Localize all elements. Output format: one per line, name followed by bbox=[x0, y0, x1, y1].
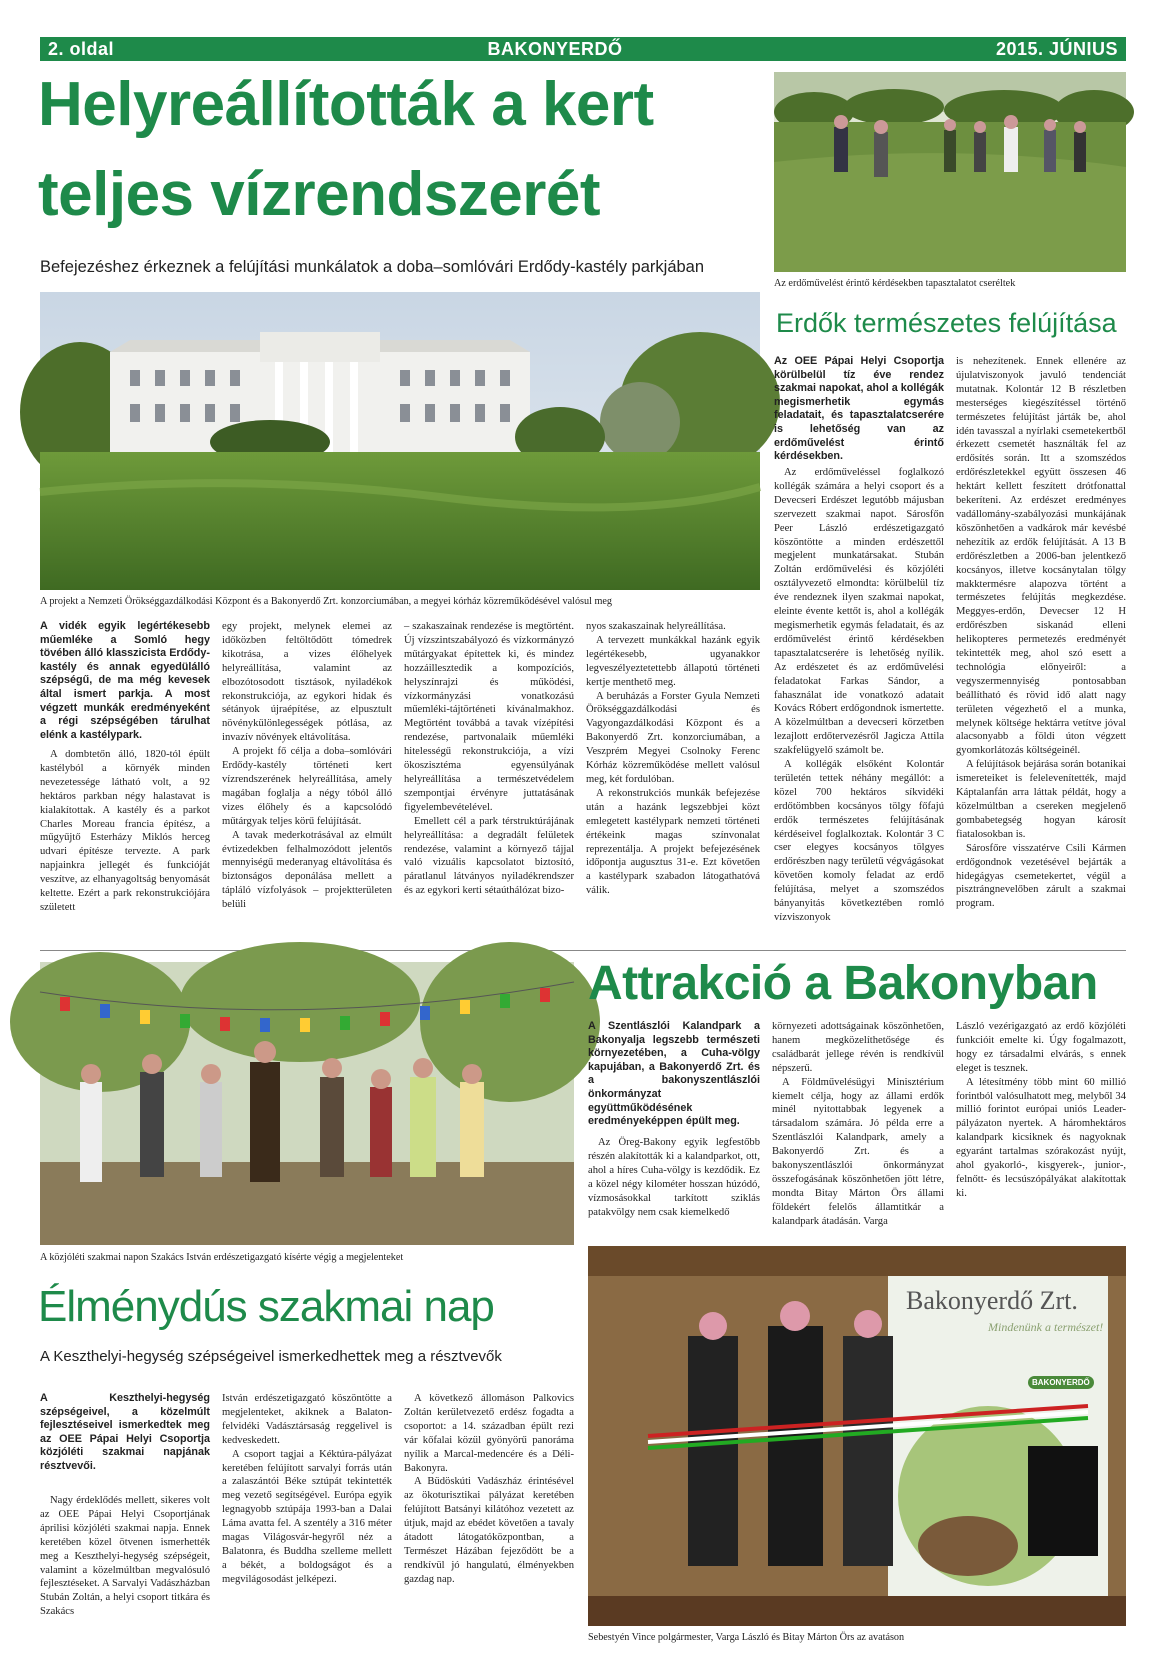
article3-col3 bbox=[404, 1392, 574, 1642]
article1-caption: A projekt a Nemzeti Örökséggazdálkodási Központ és a Bakonyerdő Zrt. konzorciumában, a megyei kórház közreműködésével valósul meg bbox=[40, 596, 613, 607]
article2-paragraph: A kollégák elsőként Kolontár területén tettek néhány megállót: a közel 700 hektáros síkvidéki erdőtömbben kocsányos tölgy főfajú erdők természetes felújításának kérdéseivel foglalkoztak. Kolontár 3 C cser elegyes kocsányos tölgyes erdőrészben nagy területű végvágásokat követően komoly feladat az erdő felújítása, melyet a szomszédos bányanyitás következtében romló vízviszonyok bbox=[774, 759, 944, 923]
article1-lead: A vidék egyik legértékesebb műemléke a Somló hegy tövében álló klasszicista Erdődy-kastély és annak egyedülálló szépségű, de ma még kevesek által ismert parkja. A most végzett munkák eredményeként a régi szépségében tárulhat elénk a kastélypark. bbox=[40, 620, 210, 741]
article1-paragraph: A projekt fő célja a doba–somlóvári Erdődy-kastély történeti kert vízrendszerének helyreállítása, amely magában foglalja a négy tóból álló vizes élőhely és a kapcsolódó műtárgyak teljes körű felújítását. bbox=[222, 746, 392, 827]
article4-caption: Sebestyén Vince polgármester, Varga László és Bitay Márton Örs az avatáson bbox=[588, 1632, 905, 1643]
article1-col4 bbox=[586, 620, 760, 902]
article4-col1 bbox=[588, 1136, 760, 1236]
article3-paragraph: A csoport tagjai a Kéktúra-pályázat keretében felújított sarvalyi forrás után a zalaszántói Béke sztúpát tekintették meg vezető segítségével. Európa egyik legnagyobb sztúpája 1993-ban a Dalai Láma avatta fel. A szentély a 316 méter magas Világosvár-hegyről néz a Balatonra, és Buddha szelleme mellett a békét, a boldogságot és a megvilágosodást jelképezi. bbox=[222, 1448, 392, 1585]
article4-col3 bbox=[956, 1020, 1126, 1236]
article4-paragraph: A Földművelésügyi Minisztérium kiemelt célja, hogy az állami erdők minél nyitottabbak legyenek a társadalom számára. Jó példa erre a Szentlászlói Kalandpark, amely a Bakonyerdő Zrt. és a bakonyszentlászlói önkormányzat összefogásának köszönhetően jött létre, mondta Bitay Márton Örs állami földekért felelős államtitkár a kalandpark átadásán. Varga bbox=[772, 1076, 944, 1227]
article1-col2 bbox=[222, 620, 392, 911]
article4-lead: A Szentlászlói Kalandpark a Bakonyalja legszebb természeti környezetében, a Cuha-völgy kapujában, a Bakonyerdő Zrt. és a bakonyszentlászlói önkormányzat együttműködésének eredményeképpen épült meg. bbox=[588, 1020, 760, 1128]
article4-title: Attrakció a Bakonyban bbox=[588, 957, 1098, 1010]
article2-paragraph: A felújítások bejárása során botanikai ismereteiket is felelevenítették, majd Káptalanfán arra láttak példát, hogy a közelmúltban a csereken megjelenő gombabetegség hogyan károsít fiatalosokban is. bbox=[956, 759, 1126, 840]
article1-paragraph: A tavak mederkotrásával az elmúlt évtizedekben felhalmozódott jelentős mennyiségű mederanyag eltávolítása és biztonságos deponálása mellett a tápláló vízfolyások – projektterületen belüli bbox=[222, 829, 392, 911]
article1-col3 bbox=[404, 620, 574, 902]
article2-caption: Az erdőművelést érintő kérdésekben tapasztalatot cseréltek bbox=[774, 278, 1016, 289]
article1-subtitle: Befejezéshez érkeznek a felújítási munkálatok a doba–somlóvári Erdődy-kastély parkjában bbox=[40, 258, 705, 276]
opening-ceremony-photo bbox=[588, 1246, 1126, 1626]
article2-col2 bbox=[956, 355, 1126, 925]
forest-meeting-photo bbox=[774, 72, 1126, 272]
issue-date: 2015. JÚNIUS bbox=[995, 38, 1118, 59]
article1-title-line1: Helyreállították a kert bbox=[38, 70, 654, 139]
article3-paragraph: Nagy érdeklődés mellett, sikeres volt az OEE Pápai Helyi Csoportjának áprilisi közjóléti szakmai napja. Ennek keretében közel ötvenen ismerhették meg a Keszthelyi-hegység szépségeit, valamint a közelmúltban megvalósuló fejlesztéseket. A Sarvalyi Vadászházban Stubán Zoltán, a helyi csoport titkára és Szakács bbox=[40, 1495, 210, 1618]
article2-col1 bbox=[774, 466, 944, 924]
article1-col1 bbox=[40, 748, 210, 913]
paper-name: BAKONYERDŐ bbox=[487, 38, 623, 59]
article1-paragraph: A dombtetőn álló, 1820-tól épült kastélyból a környék minden nevezetessége látható volt, a 92 hektáros parkban négy halastavat is kialakítottak. A kastély és a parkot Charles Moreau francia építész, a műgyűjtő Esterházy Miklós herceg udvari építésze tervezte. A park napjainkra jellegét és funkcióját veszítve, az elhanyagoltság benyomását keltette. Ezért a park rekonstrukciójára született bbox=[40, 749, 210, 913]
group-photo bbox=[40, 962, 574, 1245]
article1-paragraph: A rekonstrukciós munkák befejezése után a hazánk legszebbjei közt emlegetett kastélypark nemzeti történeti értékeink magas színvonalat reprezentálja. A projekt befejezésének időpontja augusztus 31-e. Ezt követően a kastélypark szabadon látogathatóvá válik. bbox=[586, 787, 760, 897]
article3-title: Élménydús szakmai nap bbox=[38, 1282, 494, 1331]
article3-subtitle: A Keszthelyi-hegység szépségeivel ismerkedhettek meg a résztvevők bbox=[40, 1348, 502, 1365]
article1-title-line2: teljes vízrendszerét bbox=[38, 160, 601, 229]
bakonyerdo-logo: BAKONYERDŐ bbox=[1028, 1376, 1094, 1389]
banner-slogan: Mindenünk a természet! bbox=[988, 1320, 1104, 1334]
article2-paragraph: Sárosfőre visszatérve Csili Kármen erdőgondnok vezetésével bejárták a hidegágyas csemetekertet, végül a pisztrángnevelőben zárult a szakmai program. bbox=[956, 842, 1126, 910]
article3-paragraph: István erdészetigazgató köszöntötte a megjelenteket, akiknek a Balaton-felvidéki Vadásztársaság reggelivel is kedveskedett. bbox=[222, 1393, 392, 1446]
article3-paragraph: A következő állomáson Palkovics Zoltán kerületvezető erdész fogadta a csoportot: a 14. században épült rezi vár kőfalai közül gyönyörű panoráma nyílik a Marcal-medencére és a Déli-Bakonyra. bbox=[404, 1393, 574, 1474]
article4-paragraph: A létesítmény több mint 60 millió forintból valósulhatott meg, melyből 34 millió forintot európai uniós Leader-pályázaton nyertek. A háromhektáros kalandpark kicsiknek és nagyoknak egyaránt tartalmas szórakozást nyújt, ahol gyakorló-, kisgyerek-, junior-, felnőtt- és lecsúszópályákat alakítottak ki. bbox=[956, 1076, 1126, 1199]
article3-col2 bbox=[222, 1392, 392, 1642]
article3-paragraph: A Büdöskúti Vadászház érintésével az ökoturisztikai pályázat keretében felújított Batsányi kilátóhoz vezetett az útjuk, majd az ebédet követően a tavaly átadott látogatóközpontban, a Természet Házában fejeződött be a rendkívül jó hangulatú, élményekben gazdag nap. bbox=[404, 1476, 574, 1585]
article1-paragraph: A tervezett munkákkal hazánk egyik legértékesebb, ugyanakkor legveszélyeztetettebb állapotú történeti kertje menthető meg. bbox=[586, 634, 760, 688]
article3-col1 bbox=[40, 1494, 210, 1642]
article1-paragraph: Emellett cél a park térstruktúrájának helyreállítása: a degradált felületek rendezése, valamint a környező tájjal való vizuális kapcsolatot biztosító, páratlanul látványos nyiladékrendszer és az egykori kerti sétaúthálózat bizo- bbox=[404, 815, 574, 897]
article2-title: Erdők természetes felújítása bbox=[776, 308, 1117, 338]
article2-paragraph: Az erdőműveléssel foglalkozó kollégák számára a helyi csoport és a Devecseri Erdészet legutóbb májusban szervezett szakmai napot. Sárosfőn Peer László erdészetigazgató köszöntötte a minden erdészettől megjelent munkatársakat. Stubán Zoltán erdőművelési és közjóléti osztályvezető elmondta: körülbelül tíz éve rendeznek ilyen szakmai napokat, eleinte évente kettőt is, ahol a kollégák megismerhetik egymás feladatait, és az erdőművelést érintő kérdésekben tapasztalatcserére is lehetőség nyílik. Az erdészetet és az erdőművelési feladatokat Farkas Sándor, a fahasználat ide vonatkozó adatait Kovács Róbert erdőgondnok ismertette. A közelmúltban a devecseri körzetben lezajlott erdőtervezésről Jagicza Attila szakfelügyelő számolt be. bbox=[774, 467, 944, 757]
article3-caption: A közjóléti szakmai napon Szakács István erdészetigazgató kísérte végig a megjelenteket bbox=[40, 1252, 404, 1263]
article1-paragraph: egy projekt, melynek elemei az időközben feltöltődött tómedrek kikotrása, a vizes élőhelyek helyreállítása, valamint az elbozótosodott tisztások, nyiladékok rekonstrukciója, az egykori hidak és sétányok újraépítése, az elpusztult növénykülönlegességek pótlása, az invazív növények eltávolítása. bbox=[222, 621, 392, 744]
article4-paragraph: környezeti adottságainak köszönhetően, hanem megközelíthetősége és családbarát jellege révén is rendkívül népszerű. bbox=[772, 1021, 944, 1074]
article1-paragraph: – szakaszainak rendezése is megtörtént. Új vízszintszabályozó és vízkormányzó műtárgyakat építettek ki, és mindez hozzáillesztedik a kompozíciós, helyszínrajzi és működési, vízkormányzási vonatkozású műemléki-tájtörténeti kívánalmakhoz. Megtörtént továbbá a tavak vízépítési rendezése, partvonalaik műemléki hitelességű rekonstrukciója, a vízi ökoszisztéma egyensúlyának helyreállítása a természetvédelem szempontjai érvényre juttatásának figyelembevételével. bbox=[404, 621, 574, 813]
article4-col2 bbox=[772, 1020, 944, 1236]
page-header bbox=[40, 37, 1126, 61]
article1-paragraph: A beruházás a Forster Gyula Nemzeti Örökséggazdálkodási és Vagyongazdálkodási Központ és a Bakonyerdő Zrt. konzorciumában, a Veszprém Megyei Csolnoky Ferenc Kórház közreműködése mellett valósul meg, két fordulóban. bbox=[586, 690, 760, 785]
page-number: 2. oldal bbox=[48, 38, 115, 59]
article4-paragraph: László vezérigazgató az erdő közjóléti funkcióit emelte ki. Úgy fogalmazott, hogy ez társadalmi elvárás, s ennek eleget is tesznek. bbox=[956, 1021, 1126, 1074]
banner-title: Bakonyerdő Zrt. bbox=[906, 1286, 1078, 1315]
article2-lead: Az OEE Pápai Helyi Csoportja körülbelül tíz éve rendez szakmai napokat, ahol a kollégák megismerhetik egymás feladatait, és tapasztalatcserére is lehetőség van az erdőművelést érintő kérdésekben. bbox=[774, 355, 944, 463]
article2-paragraph: is nehezítenek. Ennek ellenére az újulatviszonyok javuló tendenciát mutatnak. Kolontár 12 B részletben mesterséges kiegészítéssel történő természetes felújítást járták be, ahol idén tavasszal a nyírlaki csemetekertből érkezett csemetét használták fel az erdősítés során. Itt a szomszédos erdőrészletekkel együtt összesen 46 hektárt kellett feszített drótfonattal bekeríteni. Az erdészet eredményes vadállomány-szabályozási munkájának köszönhetően a vadkárok már kevésbé nehezítik az erdők felújítását. A 13 B erdőrészletben a 2006-ban jelentkező kocsányos, illetve kocsánytalan tölgy makktermésre alapozva történt a természetes felújítás megkezdése. Meggyes-erdőn, Devecser 12 H erdőrészben siskanád elleni helikopteres permetezés eredményét tekintették meg, ahol szó esett a technológia előnyeiről: a vegyszermennyiség pontosabban beállítható és rövid idő alatt nagy területen végezhető el a munka, melynek költsége hektárra vetítve jóval alacsonyabb a földi úton végzett gyomkorlátozás költségeinél. bbox=[956, 356, 1126, 757]
section-divider bbox=[40, 950, 1126, 951]
article3-lead: A Keszthelyi-hegység szépségeivel, a közelmúlt fejlesztéseivel ismerkedtek meg az OEE Pápai Helyi Csoportja közjóléti szakmai napjának résztvevői. bbox=[40, 1392, 210, 1472]
article1-paragraph: nyos szakaszainak helyreállítása. bbox=[586, 621, 726, 632]
article4-paragraph: Az Öreg-Bakony egyik legfestőbb részén alakították ki a kalandparkot, ott, ahol a híres Cuha-völgy is kezdődik. Ez a közel négy kilométer hosszan húzódó, vízmosásokkal tarkított sziklás patakvölgy nem csak kiemelkedő bbox=[588, 1137, 760, 1218]
castle-photo bbox=[40, 292, 760, 590]
